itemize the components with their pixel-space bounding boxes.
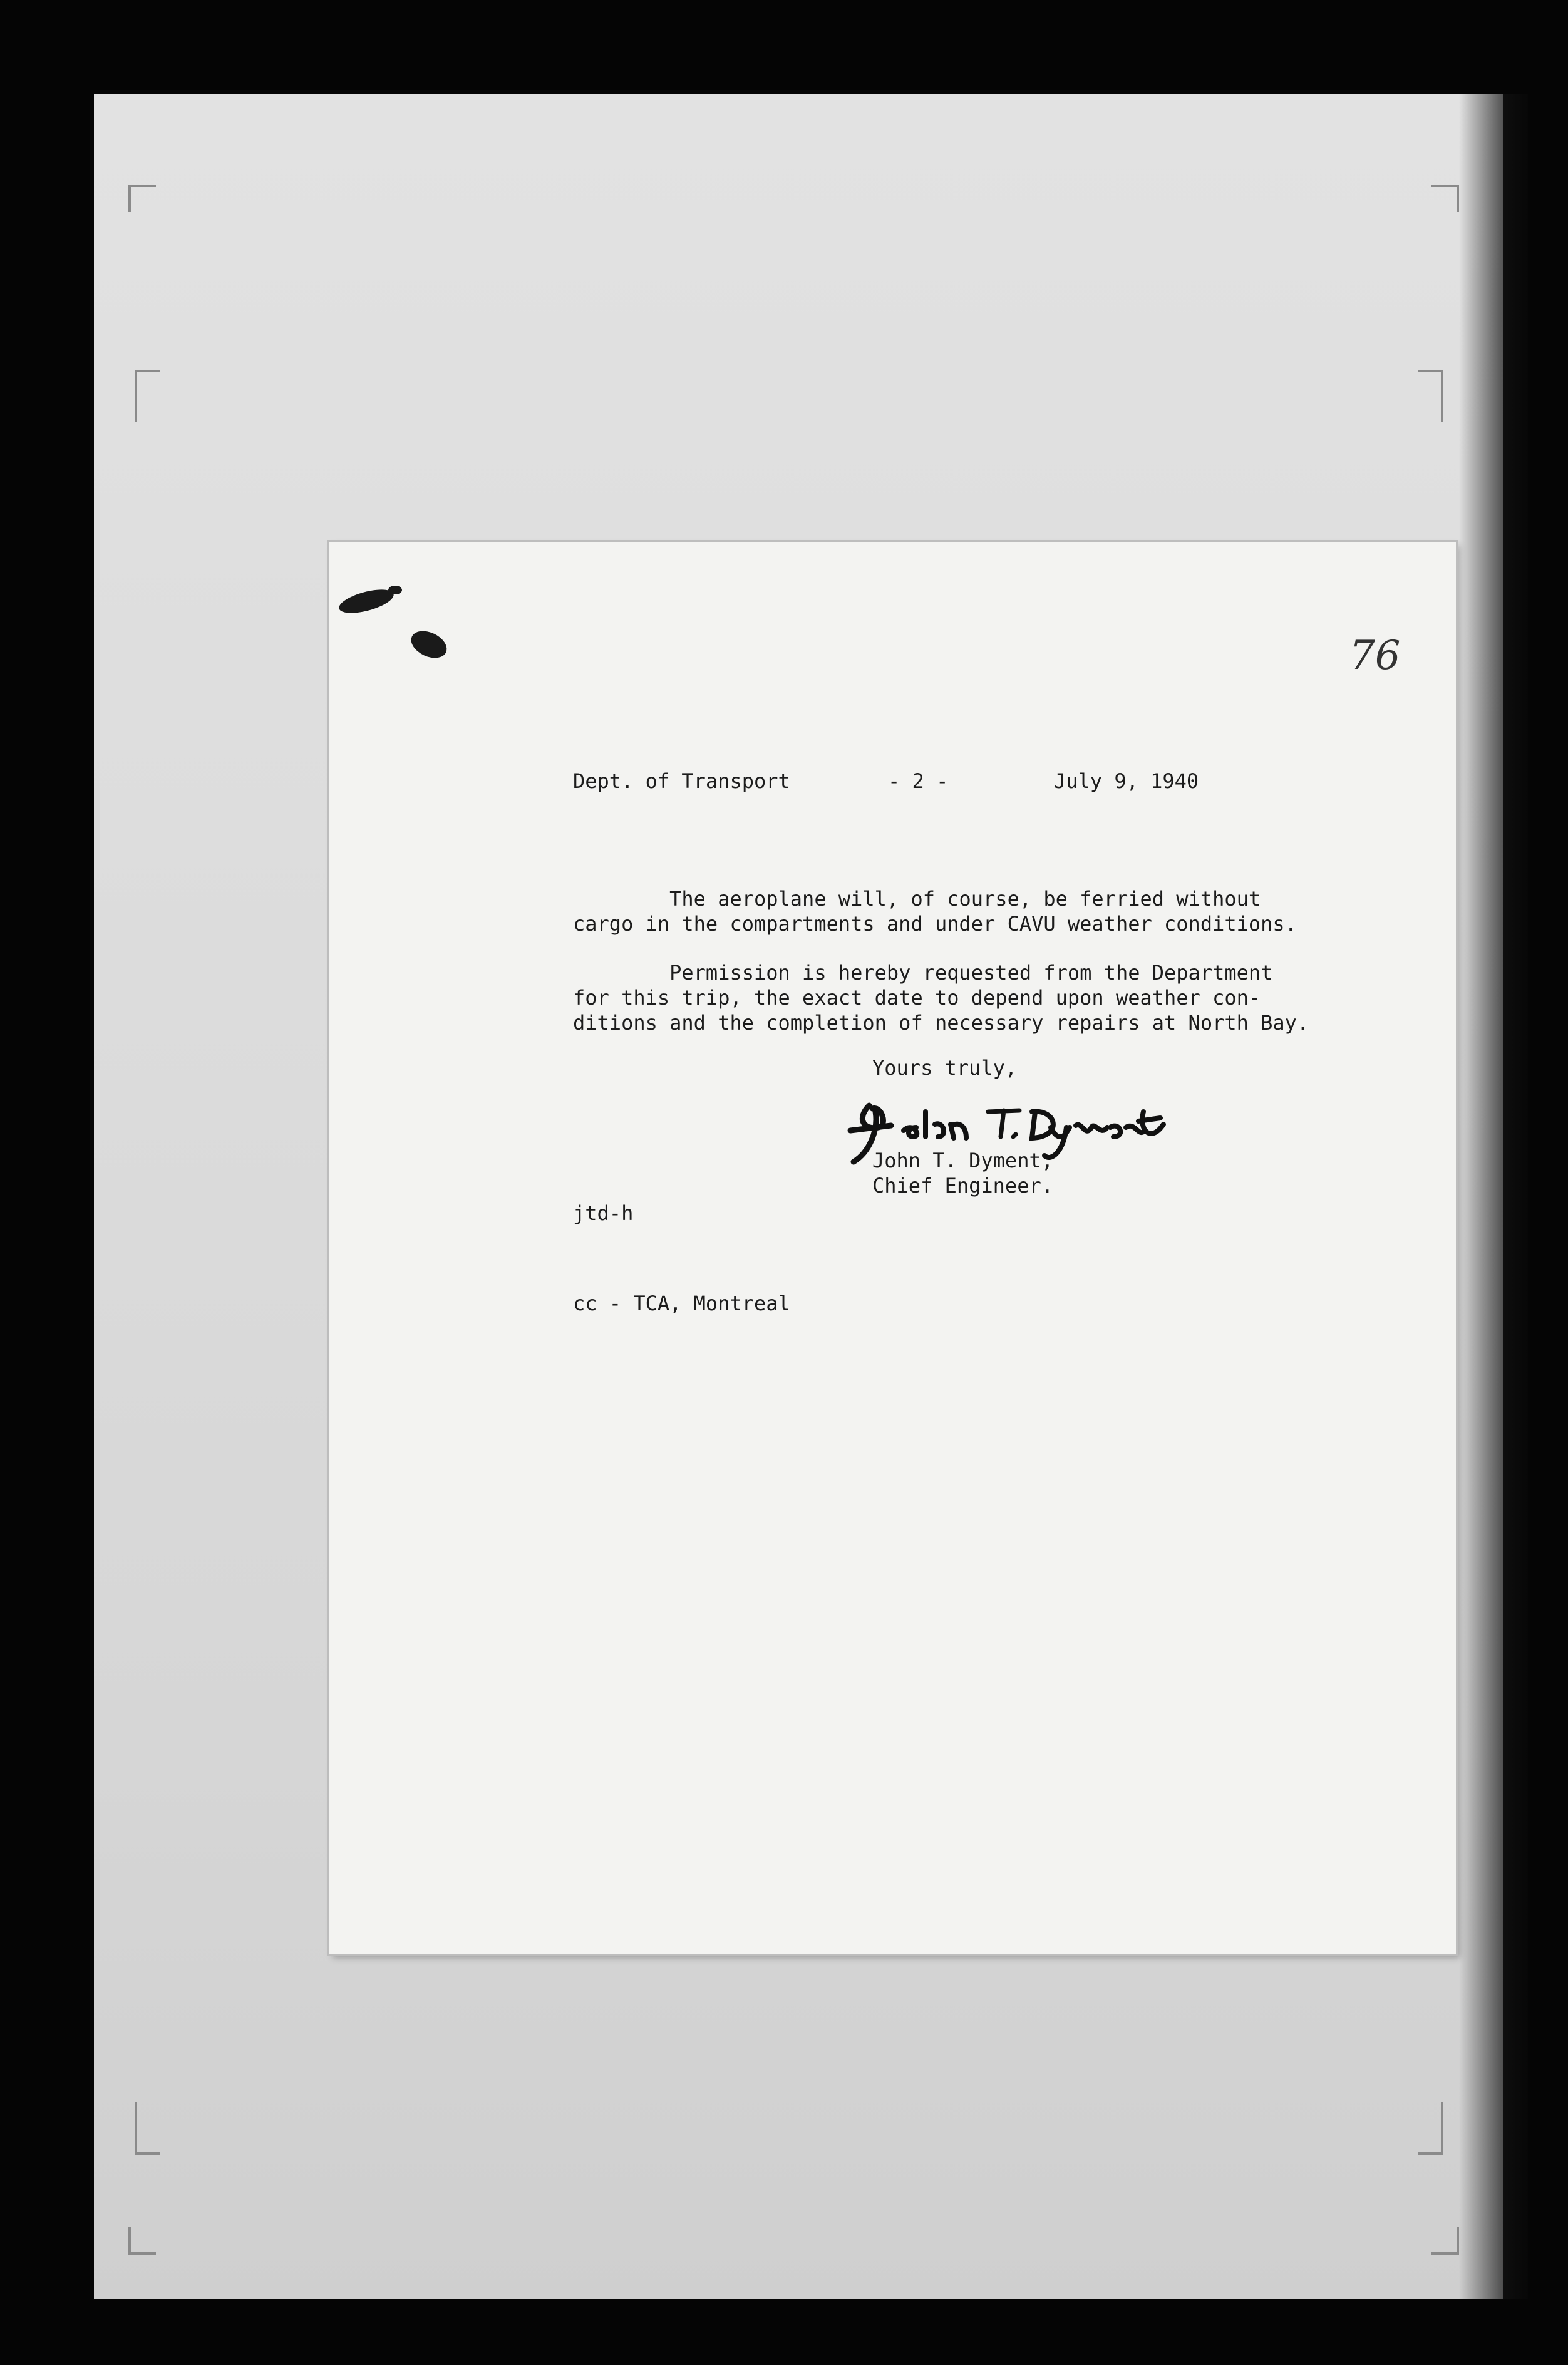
paper-tear-mark	[388, 586, 402, 594]
carbon-copy-line: cc - TCA, Montreal	[573, 1291, 790, 1315]
crop-mark-bottom-left	[128, 2227, 156, 2255]
paragraph-2-line-2: for this trip, the exact date to depend upon weather con-	[573, 986, 1261, 1010]
paragraph-1-line-1: The aeroplane will, of course, be ferried without	[573, 887, 1261, 911]
handwritten-page-number: 76	[1349, 633, 1401, 679]
paragraph-2-line-3: ditions and the completion of necessary repairs at North Bay.	[573, 1011, 1309, 1035]
letter-closing: Yours truly,	[872, 1056, 1018, 1080]
paper-tear-mark	[337, 585, 396, 618]
signatory-name: John T. Dyment,	[872, 1149, 1053, 1172]
crop-mark-inner-bottom-right	[1418, 2102, 1443, 2155]
crop-mark-top-left	[128, 185, 156, 212]
crop-mark-top-right	[1431, 185, 1459, 212]
crop-mark-bottom-right	[1431, 2227, 1459, 2255]
signatory-title: Chief Engineer.	[872, 1174, 1053, 1198]
letter-addressee: Dept. of Transport	[573, 769, 790, 793]
letter-page-marker: - 2 -	[888, 769, 949, 793]
paragraph-2-line-1: Permission is hereby requested from the Department	[573, 961, 1273, 985]
paragraph-1-line-2: cargo in the compartments and under CAVU weather conditions.	[573, 912, 1297, 936]
letter-sheet	[329, 542, 1456, 1954]
crop-mark-inner-top-right	[1418, 370, 1443, 422]
typist-initials: jtd-h	[573, 1201, 634, 1225]
crop-mark-inner-bottom-left	[135, 2102, 160, 2155]
letter-date: July 9, 1940	[1054, 769, 1199, 793]
crop-mark-inner-top-left	[135, 370, 160, 422]
paper-tear-mark	[407, 626, 451, 663]
